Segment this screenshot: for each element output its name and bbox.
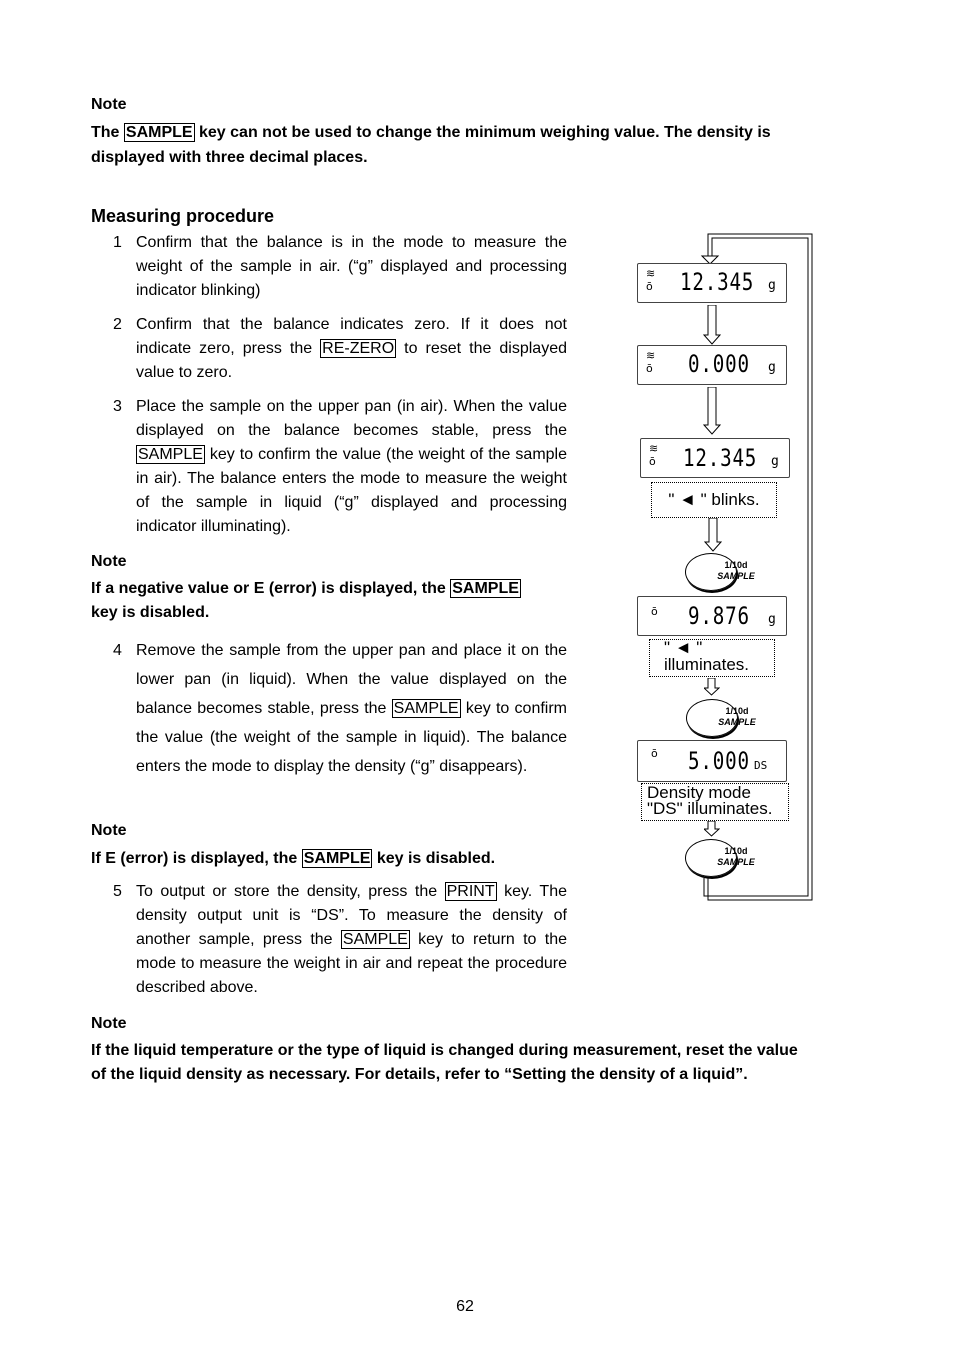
re-zero-key-label: RE-ZERO: [322, 340, 395, 357]
display-value: 12.345: [683, 444, 758, 472]
step-number: 4: [113, 642, 122, 659]
step2-text-pre: Confirm that the balance indicates zero. If it does not indicate zero, press the: [136, 316, 567, 357]
display-value: 0.000: [688, 350, 750, 378]
sample-key-label: SAMPLE: [125, 124, 193, 141]
processing-indicator-icon: ō: [651, 605, 658, 618]
step4-text: [136, 636, 567, 781]
note4-line2: of the liquid density as necessary. For details, refer to “Setting the density of a liquid”.: [91, 1066, 748, 1083]
display-unit: g: [771, 454, 779, 469]
step5-text-post: key to return to the mode to measure the weight in air and repeat the procedure described above.: [136, 931, 568, 996]
note2-text-pre: If a negative value or E (error) is displayed, the: [91, 580, 451, 597]
note1-text-post: key can not be used to change the minimum weighing value. The density is: [194, 124, 771, 141]
key-label-bottom: SAMPLE: [717, 857, 755, 867]
note3-text-pre: If E (error) is displayed, the: [91, 850, 302, 867]
note3-text-post: key is disabled.: [372, 850, 496, 867]
step5-text: [136, 880, 567, 1000]
key-label-bottom: SAMPLE: [717, 571, 755, 581]
caption-line: " ◄ ": [664, 638, 703, 657]
step-number: 2: [113, 316, 122, 333]
balance-display: [637, 596, 787, 636]
balance-display: [640, 438, 790, 478]
sample-key-button-icon: [685, 553, 755, 591]
note3-heading: Note: [91, 822, 127, 839]
step3-text: [136, 395, 567, 539]
step5-text-mid: key. The density output unit is “DS”. To measure the density of another sample, press the: [136, 883, 567, 948]
sample-key-button-icon: [685, 839, 755, 877]
step2-text: [136, 313, 567, 385]
processing-indicator-icon: ō: [651, 747, 658, 760]
step2-text-post: to reset the displayed value to zero.: [136, 340, 567, 381]
down-arrow-icon: [704, 518, 722, 552]
display-value: 9.876: [688, 602, 750, 630]
step3-text-post: key to confirm the value (the weight of the sample in air). The balance enters the mode to measure the weight of the sample in liquid (“g” displayed and processing indicator illuminating).: [136, 446, 567, 535]
key-label-top: 1/10d: [725, 706, 749, 716]
note1-heading: Note: [91, 96, 127, 113]
sample-key-label: SAMPLE: [342, 931, 408, 948]
down-arrow-icon: [703, 387, 721, 435]
note2-text: [91, 577, 521, 625]
note3-text: [91, 847, 495, 871]
down-arrow-icon: [704, 678, 720, 696]
status-caption: [649, 639, 775, 677]
note4-heading: Note: [91, 1015, 127, 1032]
key-label-top: 1/10d: [724, 846, 748, 856]
step3-text-pre: Place the sample on the upper pan (in air). When the value displayed on the balance becomes stable, press the: [136, 398, 567, 439]
note2-text-line2: key is disabled.: [91, 604, 210, 621]
note4-line1: If the liquid temperature or the type of liquid is changed during measurement, reset the value: [91, 1042, 798, 1059]
key-label-bottom: SAMPLE: [718, 717, 756, 727]
status-caption: [641, 783, 789, 821]
processing-indicator-blinking-icon: ≋ ō: [649, 442, 659, 468]
caption-line: illuminates.: [664, 655, 750, 674]
note1-text-pre: The: [91, 124, 124, 141]
section-heading: Measuring procedure: [91, 206, 275, 226]
sample-key-label: SAMPLE: [452, 580, 519, 597]
note1-text: [91, 120, 851, 170]
status-caption: " ◄ " blinks.: [651, 482, 777, 518]
print-key-label: PRINT: [446, 883, 495, 900]
step1-text: Confirm that the balance is in the mode to measure the weight of the sample in air. (“g” displayed and processing indicator blinking): [136, 234, 567, 299]
display-value: 5.000: [688, 747, 750, 775]
step-number: 3: [113, 398, 122, 415]
sample-key-label: SAMPLE: [303, 850, 371, 867]
note2-heading: Note: [91, 553, 127, 570]
step5-text-pre: To output or store the density, press the: [136, 883, 445, 900]
sample-key-label: SAMPLE: [393, 700, 459, 717]
note4-text: [91, 1039, 871, 1087]
down-arrow-icon: [703, 305, 721, 345]
step-number: 1: [113, 234, 122, 251]
display-value: 12.345: [680, 268, 755, 296]
balance-display: [637, 263, 787, 303]
processing-indicator-blinking-icon: ≋ ō: [646, 267, 656, 293]
balance-display: [637, 345, 787, 385]
step4-text-pre: Remove the sample from the upper pan and place it on the lower pan (in liquid). When the value displayed on the balance becomes stable, press the: [136, 642, 567, 717]
sample-key-button-icon: [686, 699, 756, 737]
processing-indicator-blinking-icon: ≋ ō: [646, 349, 656, 375]
step4-text-post: key to confirm the value (the weight of the sample in liquid). The balance enters the mode to display the density (“g” disappears).: [136, 700, 568, 775]
display-unit: g: [768, 360, 776, 375]
display-unit: g: [768, 612, 776, 627]
display-unit: g: [768, 278, 776, 293]
display-unit: DS: [754, 759, 768, 772]
balance-display: [637, 740, 787, 782]
note1-text-line2: displayed with three decimal places.: [91, 149, 368, 166]
caption-line: Density mode: [647, 783, 751, 802]
step-number: 5: [113, 883, 122, 900]
key-label-top: 1/10d: [724, 560, 748, 570]
page-number: 62: [456, 1298, 474, 1315]
caption-line: "DS" illuminates.: [647, 799, 773, 818]
down-arrow-icon: [704, 821, 720, 837]
sample-key-label: SAMPLE: [138, 446, 203, 463]
